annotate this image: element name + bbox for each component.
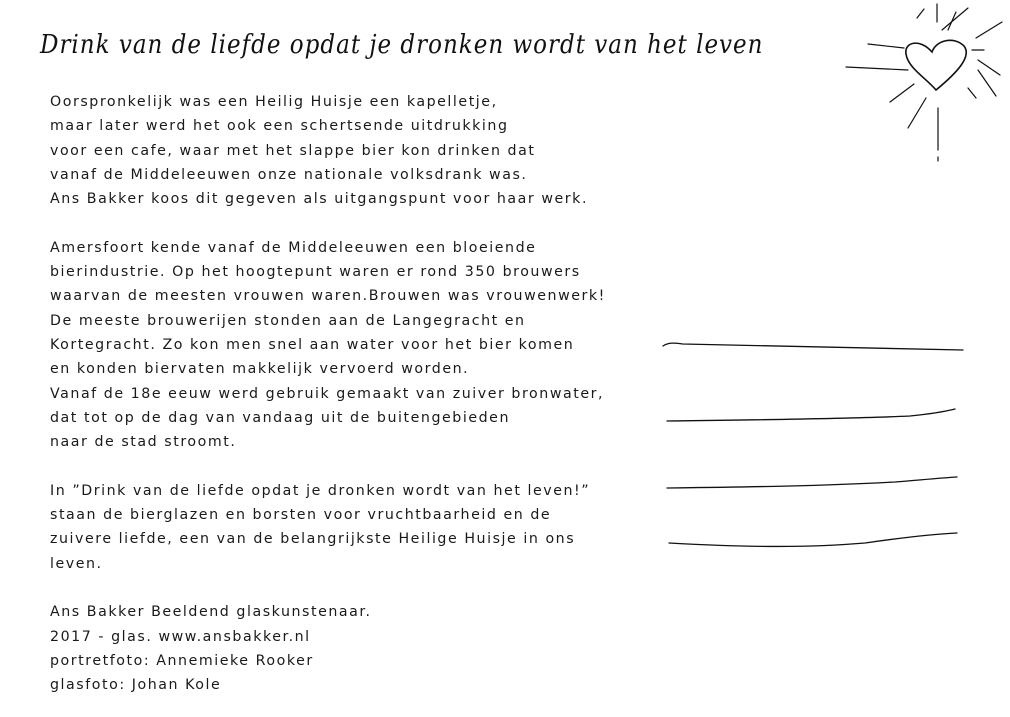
paragraph-intro — [50, 90, 660, 211]
text-line: portretfoto: Annemieke Rooker — [50, 652, 314, 669]
address-line — [667, 409, 955, 421]
text-line: Oorspronkelijk was een Heilig Huisje een kapelletje, — [50, 94, 498, 110]
text-line: In ”Drink van de liefde opdat je dronken wordt van het leven!” — [50, 482, 591, 499]
address-line — [663, 343, 963, 350]
text-line: 2017 - glas. www.ansbakker.nl — [50, 628, 311, 645]
text-line: maar later werd het ook een schertsende uitdrukking — [50, 118, 509, 135]
text-line: Kortegracht. Zo kon men snel aan water voor het bier komen — [50, 336, 575, 353]
paragraph-history — [50, 236, 660, 455]
text-line: Ans Bakker Beeldend glaskunstenaar. — [50, 604, 372, 621]
paragraph-gap — [50, 454, 660, 478]
text-line: vanaf de Middeleeuwen onze nationale volksdrank was. — [50, 166, 528, 183]
heart-sun-icon — [838, 0, 1010, 170]
text-line: en konden biervaten makkelijk vervoerd worden. — [50, 361, 470, 378]
text-line: Amersfoort kende vanaf de Middeleeuwen een bloeiende — [50, 239, 537, 256]
text-line: zuivere liefde, een van de belangrijkste Heilige Huisje in ons — [50, 531, 576, 548]
text-line: De meeste brouwerijen stonden aan de Langegracht en — [50, 312, 526, 329]
text-line: naar de stad stroomt. — [50, 434, 237, 451]
text-line: bierindustrie. Op het hoogtepunt waren er rond 350 brouwers — [50, 264, 581, 281]
text-line: Vanaf de 18e eeuw werd gebruik gemaakt van zuiver bronwater, — [50, 385, 605, 402]
paragraph-gap — [50, 576, 660, 600]
sun-rays — [846, 4, 1002, 161]
postcard-title: Drink van de liefde opdat je dronken wordt van het leven — [40, 30, 764, 60]
address-lines — [655, 330, 965, 560]
heart-icon — [906, 40, 966, 90]
text-line: waarvan de meesten vrouwen waren.Brouwen was vrouwenwerk! — [50, 288, 606, 305]
text-line: voor een cafe, waar met het slappe bier kon drinken dat — [50, 142, 536, 159]
paragraph-gap — [50, 211, 660, 235]
address-line — [669, 533, 957, 546]
paragraph-credits — [50, 600, 660, 697]
text-line: staan de bierglazen en borsten voor vruchtbaarheid en de — [50, 507, 552, 524]
text-line: leven. — [50, 555, 103, 572]
paragraph-artwork — [50, 479, 660, 576]
text-line: Ans Bakker koos dit gegeven als uitgangspunt voor haar werk. — [50, 191, 589, 208]
address-line — [667, 477, 957, 488]
postcard-body — [50, 90, 660, 697]
text-line: dat tot op de dag van vandaag uit de buitengebieden — [50, 409, 510, 426]
text-line: glasfoto: Johan Kole — [50, 677, 222, 694]
